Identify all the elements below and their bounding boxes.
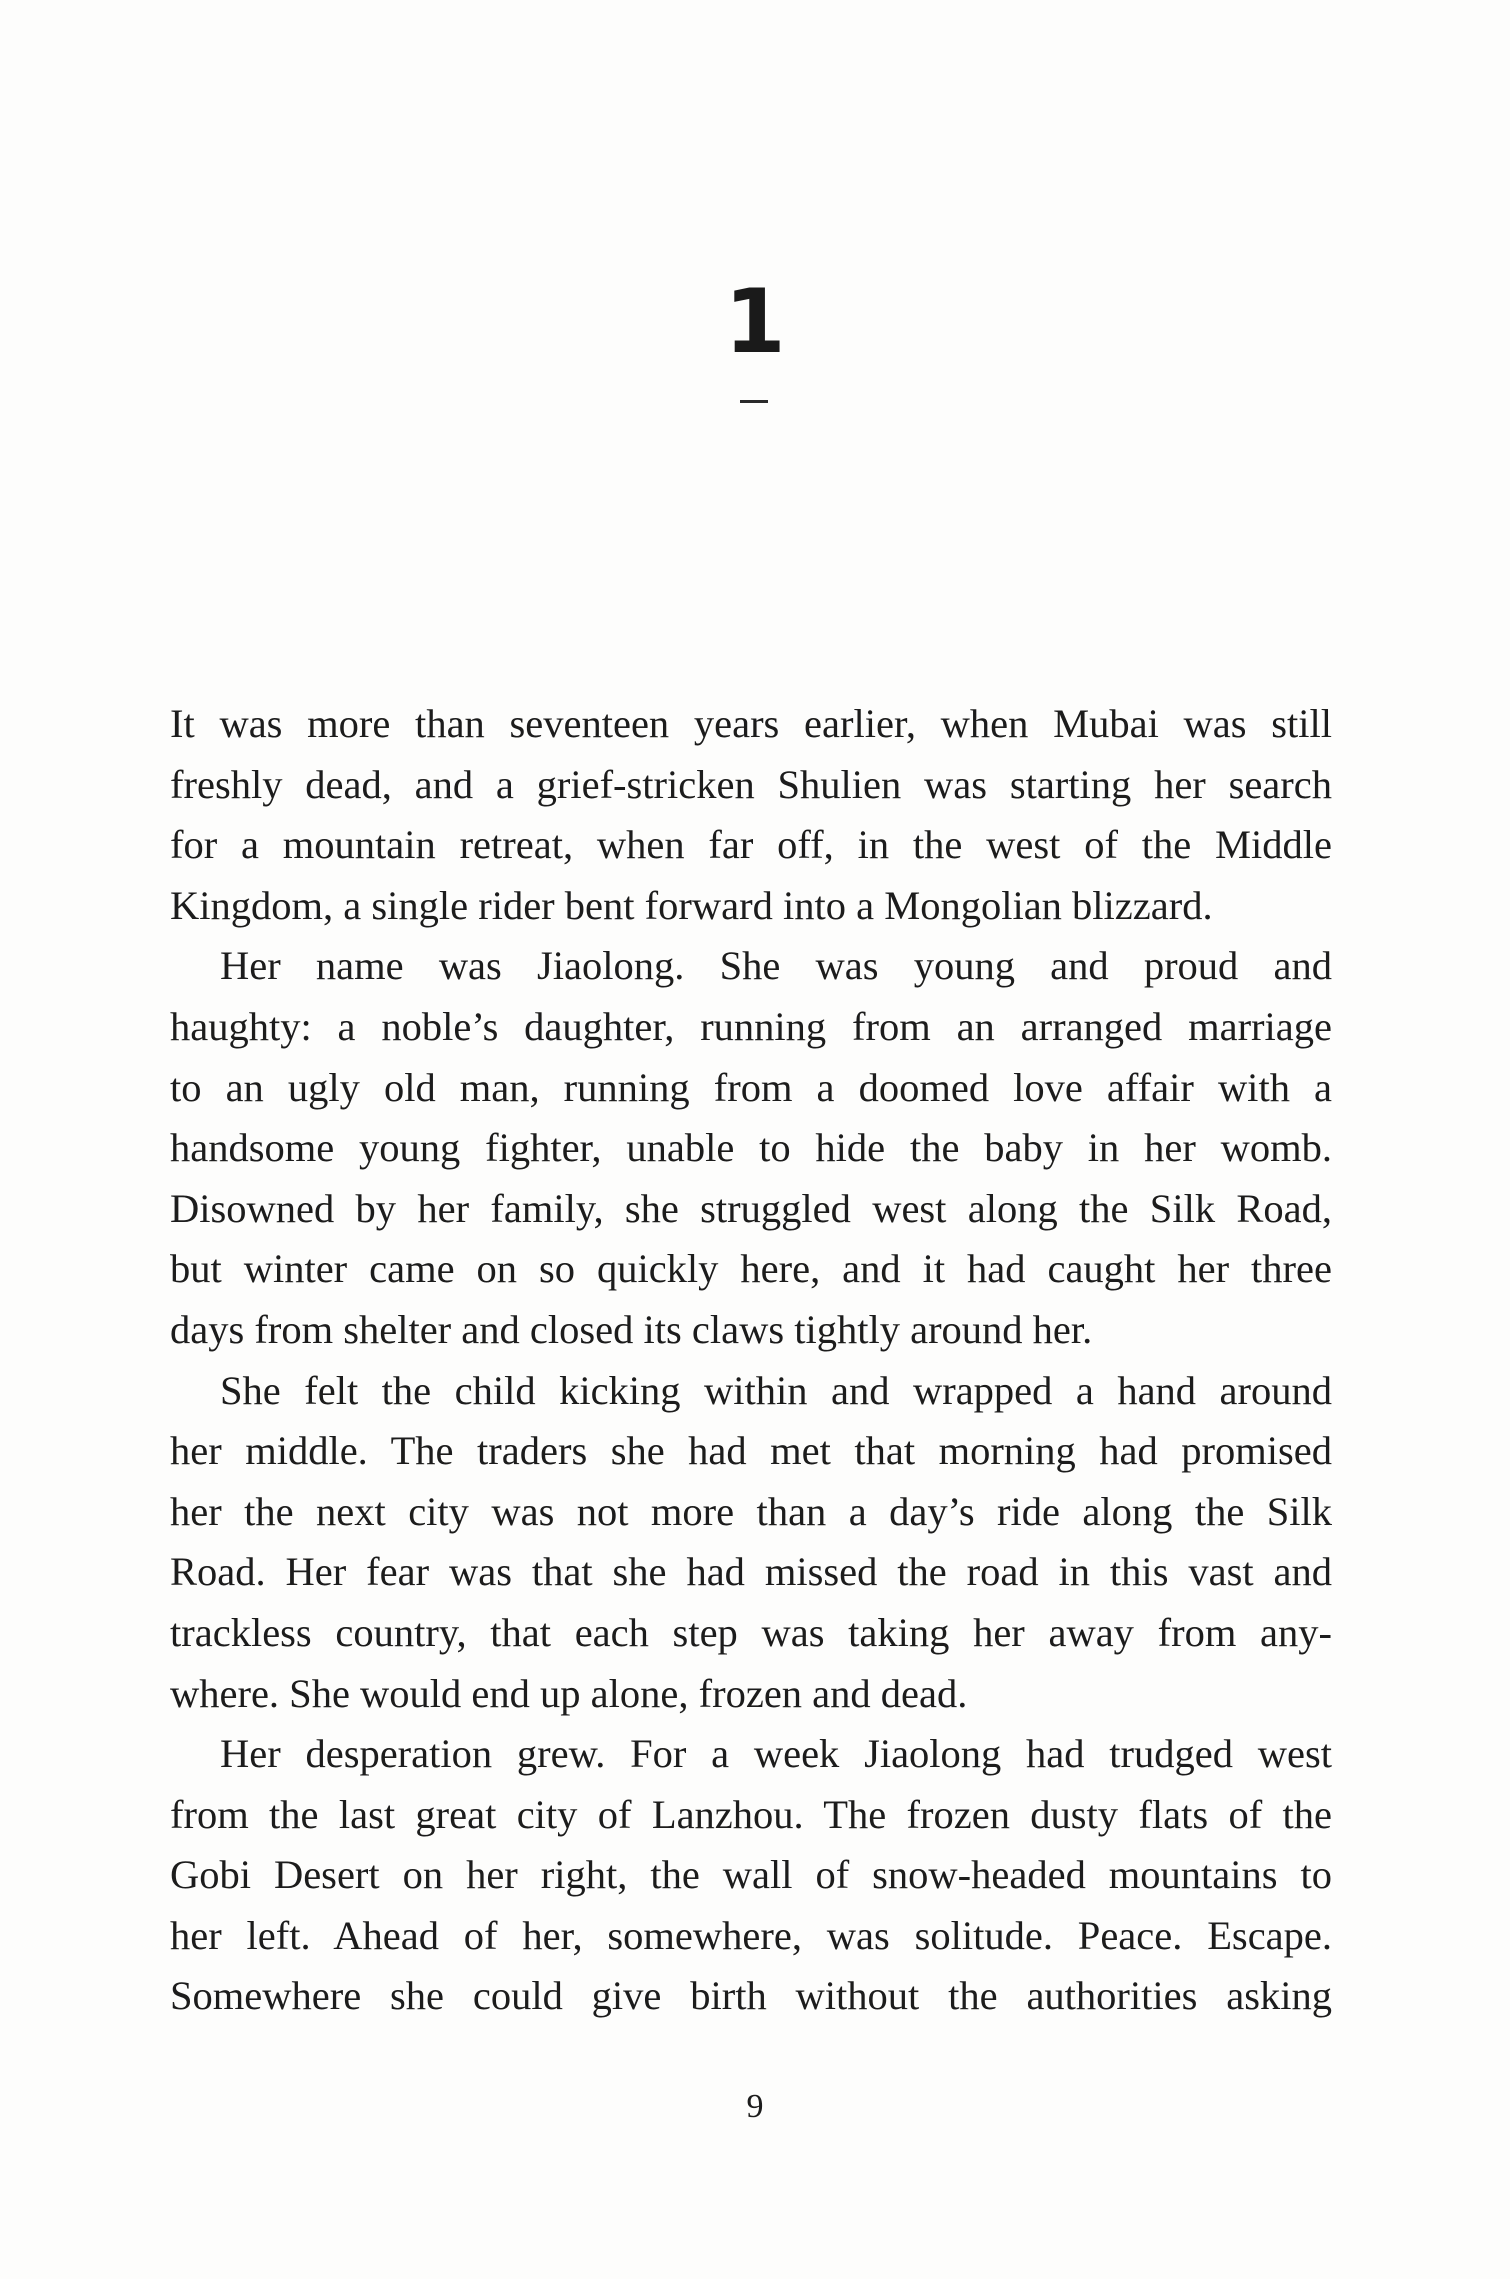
text-line: Gobi Desert on her right, the wall of snow-headed mountains to <box>170 1852 1332 1898</box>
text-line: for a mountain retreat, when far off, in the west of the Middle <box>170 822 1332 868</box>
text-line: Disowned by her family, she struggled west along the Silk Road, <box>170 1185 1332 1231</box>
text-line: her left. Ahead of her, somewhere, was solitude. Peace. Escape. <box>170 1912 1332 1958</box>
text-line: from the last great city of Lanzhou. The frozen dusty flats of the <box>170 1791 1332 1837</box>
text-line: freshly dead, and a grief-stricken Shulien was starting her search <box>170 761 1332 807</box>
text-line: Her desperation grew. For a week Jiaolong had trudged west <box>220 1731 1332 1777</box>
text-line: but winter came on so quickly here, and it had caught her three <box>170 1246 1332 1292</box>
text-line: haughty: a noble’s daughter, running from an arranged marriage <box>170 1003 1332 1049</box>
text-line: She felt the child kicking within and wrapped a hand around <box>220 1367 1332 1413</box>
paragraph-2 <box>170 936 1332 1360</box>
text-line: Her name was Jiaolong. She was young and proud and <box>220 943 1332 989</box>
text-line: to an ugly old man, running from a doomed love affair with a <box>170 1064 1332 1110</box>
text-line: her the next city was not more than a day’s ride along the Silk <box>170 1488 1332 1534</box>
paragraph-1 <box>170 694 1332 936</box>
paragraph-4 <box>170 1724 1332 2027</box>
chapter-number: 1 <box>724 270 786 373</box>
text-line: her middle. The traders she had met that morning had promised <box>170 1428 1332 1474</box>
text-line: Somewhere she could give birth without the authorities asking <box>170 1973 1332 2019</box>
text-line: where. She would end up alone, frozen and dead. <box>170 1670 968 1716</box>
body-text <box>170 694 1332 2027</box>
text-line: handsome young fighter, unable to hide the baby in her womb. <box>170 1125 1332 1171</box>
text-line: Kingdom, a single rider bent forward into a Mongolian blizzard. <box>170 882 1213 928</box>
page-number: 9 <box>746 2088 764 2125</box>
text-line: Road. Her fear was that she had missed the road in this vast and <box>170 1549 1332 1595</box>
text-line: days from shelter and closed its claws tightly around her. <box>170 1306 1093 1352</box>
paragraph-3 <box>170 1361 1332 1725</box>
text-line: It was more than seventeen years earlier, when Mubai was still <box>170 701 1332 746</box>
text-line: trackless country, that each step was taking her away from any- <box>170 1609 1332 1655</box>
chapter-rule <box>740 400 768 403</box>
